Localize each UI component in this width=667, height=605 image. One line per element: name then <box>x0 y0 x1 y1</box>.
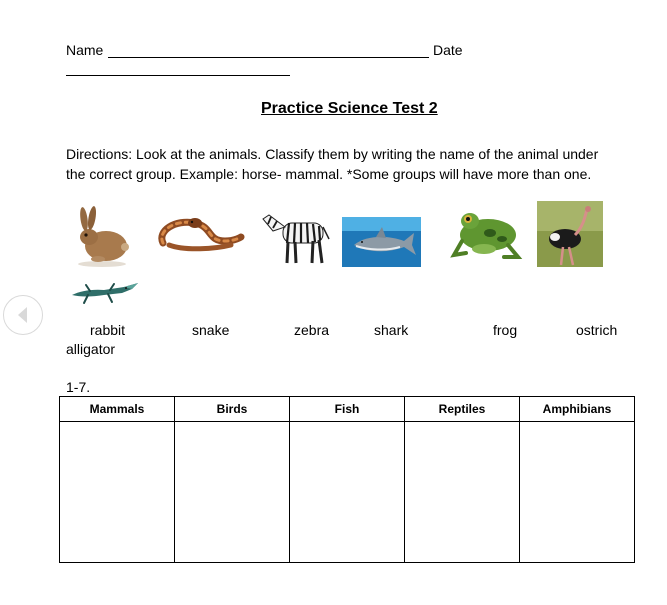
date-label: Date <box>433 42 463 58</box>
column-header-fish: Fish <box>290 397 405 422</box>
answer-cell-mammals[interactable] <box>60 422 175 563</box>
column-header-mammals: Mammals <box>60 397 175 422</box>
animal-label-frog: frog <box>493 322 518 338</box>
alligator-icon <box>70 277 140 307</box>
question-number: 1-7. <box>66 379 91 395</box>
ostrich-icon <box>537 201 603 267</box>
answer-cell-reptiles[interactable] <box>405 422 520 563</box>
animal-label-snake: snake <box>192 322 230 338</box>
table-row <box>60 422 635 563</box>
column-header-birds: Birds <box>175 397 290 422</box>
directions-line-1: Directions: Look at the animals. Classify them by writing the name of the animal under <box>66 146 599 162</box>
column-header-reptiles: Reptiles <box>405 397 520 422</box>
table-header-row <box>60 397 635 422</box>
snake-icon <box>155 211 245 253</box>
animal-label-zebra: zebra <box>294 322 330 338</box>
answer-cell-amphibians[interactable] <box>520 422 635 563</box>
name-line[interactable] <box>108 57 429 58</box>
animal-label-rabbit: rabbit <box>90 322 126 338</box>
answer-cell-fish[interactable] <box>290 422 405 563</box>
classification-table <box>59 396 635 563</box>
animal-label-shark: shark <box>374 322 409 338</box>
zebra-icon <box>259 207 334 267</box>
previous-page-button[interactable] <box>3 295 43 335</box>
column-header-amphibians: Amphibians <box>520 397 635 422</box>
name-label: Name <box>66 42 104 58</box>
page-title: Practice Science Test 2 <box>261 100 438 117</box>
animal-label-ostrich: ostrich <box>576 322 618 338</box>
frog-icon <box>448 205 526 263</box>
rabbit-icon <box>72 203 134 267</box>
animal-label-alligator: alligator <box>66 341 116 357</box>
directions-line-2: the correct group. Example: horse- mammal. *Some groups will have more than one. <box>66 166 592 182</box>
shark-icon <box>342 217 421 267</box>
chevron-left-icon <box>4 296 42 339</box>
date-line[interactable] <box>66 75 290 76</box>
answer-cell-birds[interactable] <box>175 422 290 563</box>
